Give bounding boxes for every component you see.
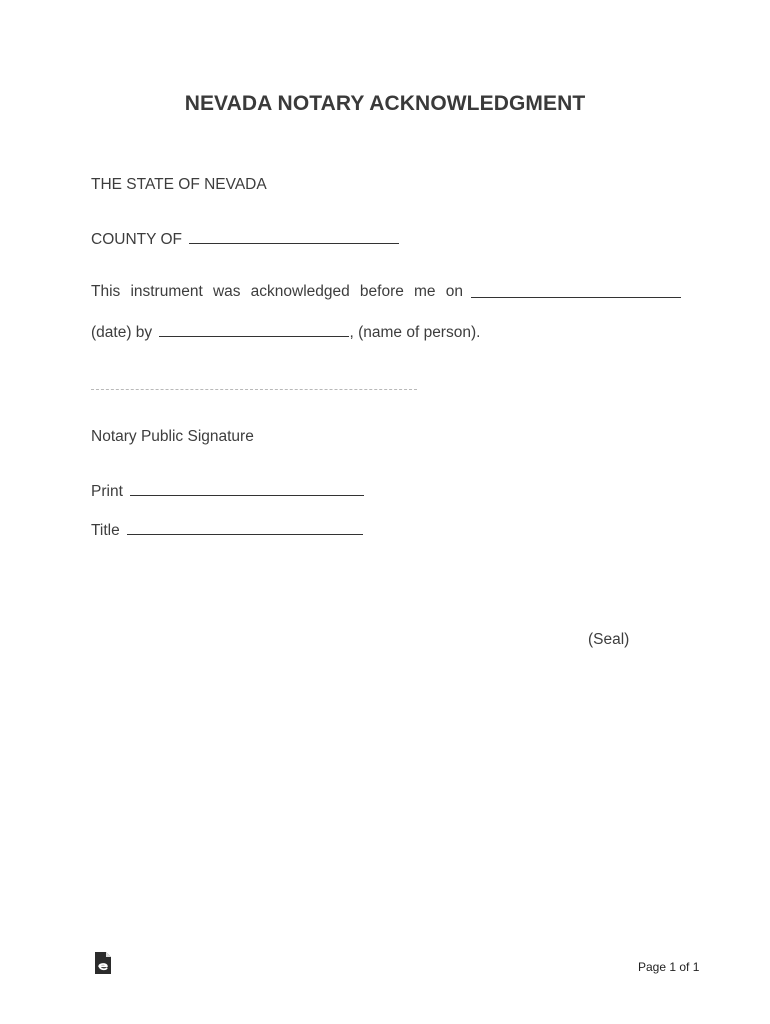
title-label: Title bbox=[91, 522, 120, 539]
ack-word: on bbox=[445, 283, 463, 300]
ack-word: me bbox=[414, 283, 436, 300]
notary-signature-label: Notary Public Signature bbox=[91, 428, 254, 445]
date-by-label: (date) by bbox=[91, 324, 153, 341]
title-line bbox=[91, 520, 363, 540]
ack-word: before bbox=[359, 283, 404, 300]
page-number: Page 1 of 1 bbox=[638, 960, 700, 974]
print-label: Print bbox=[91, 483, 123, 500]
eforms-logo-icon bbox=[94, 951, 112, 975]
ack-word: was bbox=[212, 283, 241, 300]
county-blank[interactable] bbox=[189, 229, 399, 244]
print-blank[interactable] bbox=[130, 481, 364, 496]
print-line bbox=[91, 481, 364, 501]
ack-word: This bbox=[91, 283, 121, 300]
date-blank[interactable] bbox=[471, 283, 681, 298]
document-title: NEVADA NOTARY ACKNOWLEDGMENT bbox=[184, 92, 586, 115]
acknowledgment-line bbox=[91, 283, 681, 301]
person-name-blank[interactable] bbox=[159, 322, 349, 337]
state-line: THE STATE OF NEVADA bbox=[91, 176, 267, 193]
county-line bbox=[91, 229, 399, 249]
acknowledgment-text bbox=[91, 283, 463, 301]
county-label: COUNTY OF bbox=[91, 231, 182, 248]
title-blank[interactable] bbox=[127, 520, 363, 535]
ack-word: acknowledged bbox=[250, 283, 350, 300]
ack-word: instrument bbox=[130, 283, 203, 300]
date-by-line bbox=[91, 322, 480, 342]
seal-label: (Seal) bbox=[588, 631, 630, 648]
name-of-person-label: , (name of person). bbox=[349, 324, 481, 341]
notary-signature-line[interactable] bbox=[91, 388, 417, 390]
